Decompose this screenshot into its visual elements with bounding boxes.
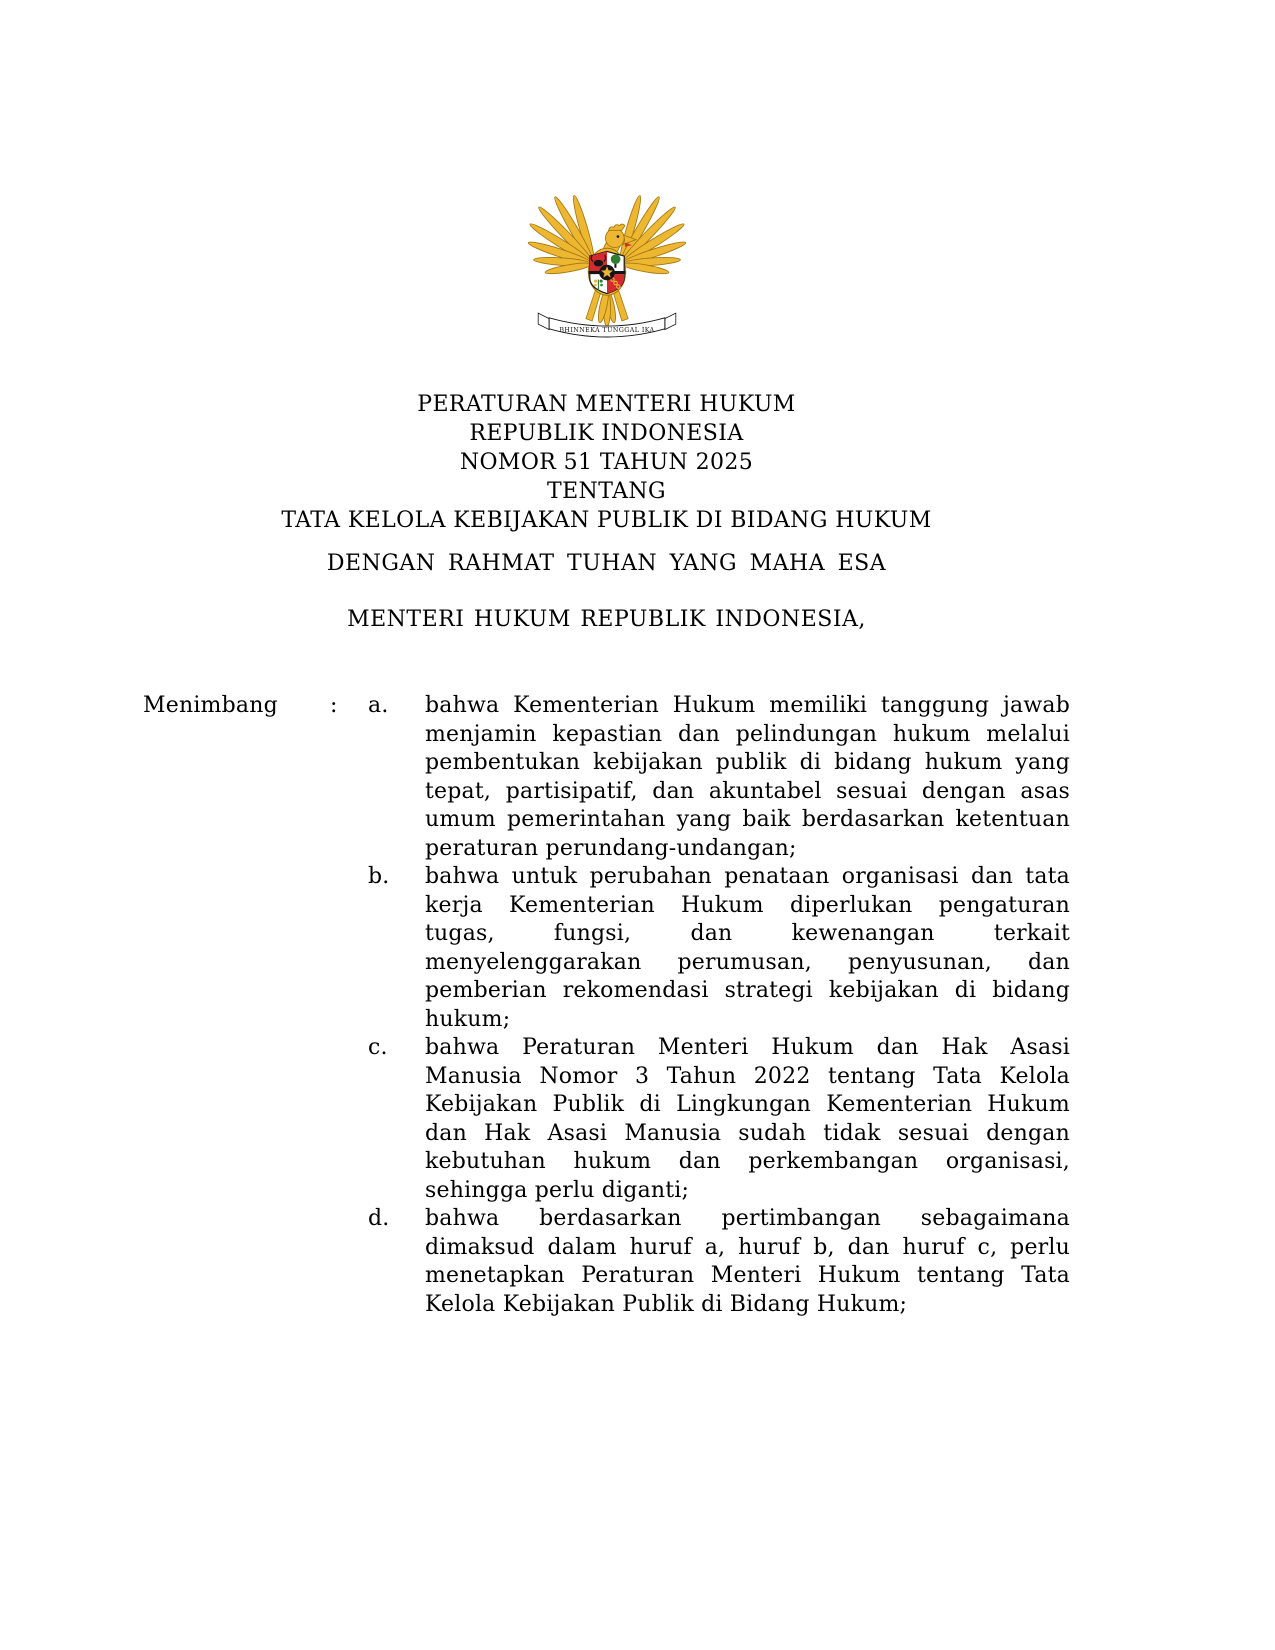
authority-line: MENTERI HUKUM REPUBLIK INDONESIA, bbox=[347, 607, 866, 632]
title-line-republic: REPUBLIK INDONESIA bbox=[469, 421, 744, 446]
item-text: bahwa berdasarkan pertimbangan sebagaimana dimaksud dalam huruf a, huruf b, dan huruf c, perlu menetapkan Peraturan Menteri Hukum tentang Tata Kelola Kebijakan Publik di Bidang Hukum; bbox=[425, 1206, 1070, 1317]
considering-item-d bbox=[368, 1205, 1070, 1319]
item-letter: a. bbox=[368, 693, 389, 718]
considering-colon: : bbox=[330, 693, 338, 718]
item-letter: b. bbox=[368, 864, 390, 889]
item-text: bahwa untuk perubahan penataan organisasi dan tata kerja Kementerian Hukum diperlukan pengaturan tugas, fungsi, dan kewenangan terkait menyelenggarakan perumusan, penyusunan, dan pemberian rekomendasi strategi kebijakan di bidang hukum; bbox=[425, 864, 1070, 1032]
invocation-line: DENGAN RAHMAT TUHAN YANG MAHA ESA bbox=[326, 551, 887, 576]
item-text: bahwa Kementerian Hukum memiliki tanggung jawab menjamin kepastian dan pelindungan hukum melalui pembentukan kebijakan publik di bidang hukum yang tepat, partisipatif, dan akuntabel sesuai dengan asas umum pemerintahan yang baik berdasarkan ketentuan peraturan perundang-undangan; bbox=[425, 693, 1070, 861]
item-letter: c. bbox=[368, 1035, 388, 1060]
right-wing-icon bbox=[616, 194, 686, 275]
document-title-block bbox=[143, 390, 1070, 535]
title-line-regulation: PERATURAN MENTERI HUKUM bbox=[417, 392, 796, 417]
item-text: bahwa Peraturan Menteri Hukum dan Hak Asasi Manusia Nomor 3 Tahun 2022 tentang Tata Kelola Kebijakan Publik di Lingkungan Kementerian Hukum dan Hak Asasi Manusia sudah tidak sesuai dengan kebutuhan hukum dan perkembangan organisasi, sehingga perlu diganti; bbox=[425, 1035, 1070, 1203]
considering-item-b bbox=[368, 863, 1070, 1034]
considering-label: Menimbang bbox=[143, 693, 278, 718]
considering-section bbox=[143, 692, 1070, 1319]
motto-text: BHINNEKA TUNGGAL IKA bbox=[558, 326, 655, 334]
title-line-number: NOMOR 51 TAHUN 2025 bbox=[459, 450, 754, 475]
item-letter: d. bbox=[368, 1206, 390, 1231]
garuda-pancasila-emblem bbox=[143, 170, 1070, 350]
considering-item-a bbox=[368, 692, 1070, 863]
garuda-emblem-svg bbox=[521, 170, 693, 350]
title-line-about: TENTANG bbox=[547, 479, 666, 504]
considering-item-c bbox=[368, 1034, 1070, 1205]
title-line-subject: TATA KELOLA KEBIJAKAN PUBLIK DI BIDANG HUKUM bbox=[281, 508, 932, 533]
considering-items bbox=[368, 692, 1070, 1319]
left-wing-icon bbox=[527, 194, 597, 275]
pancasila-shield-icon bbox=[588, 251, 625, 293]
